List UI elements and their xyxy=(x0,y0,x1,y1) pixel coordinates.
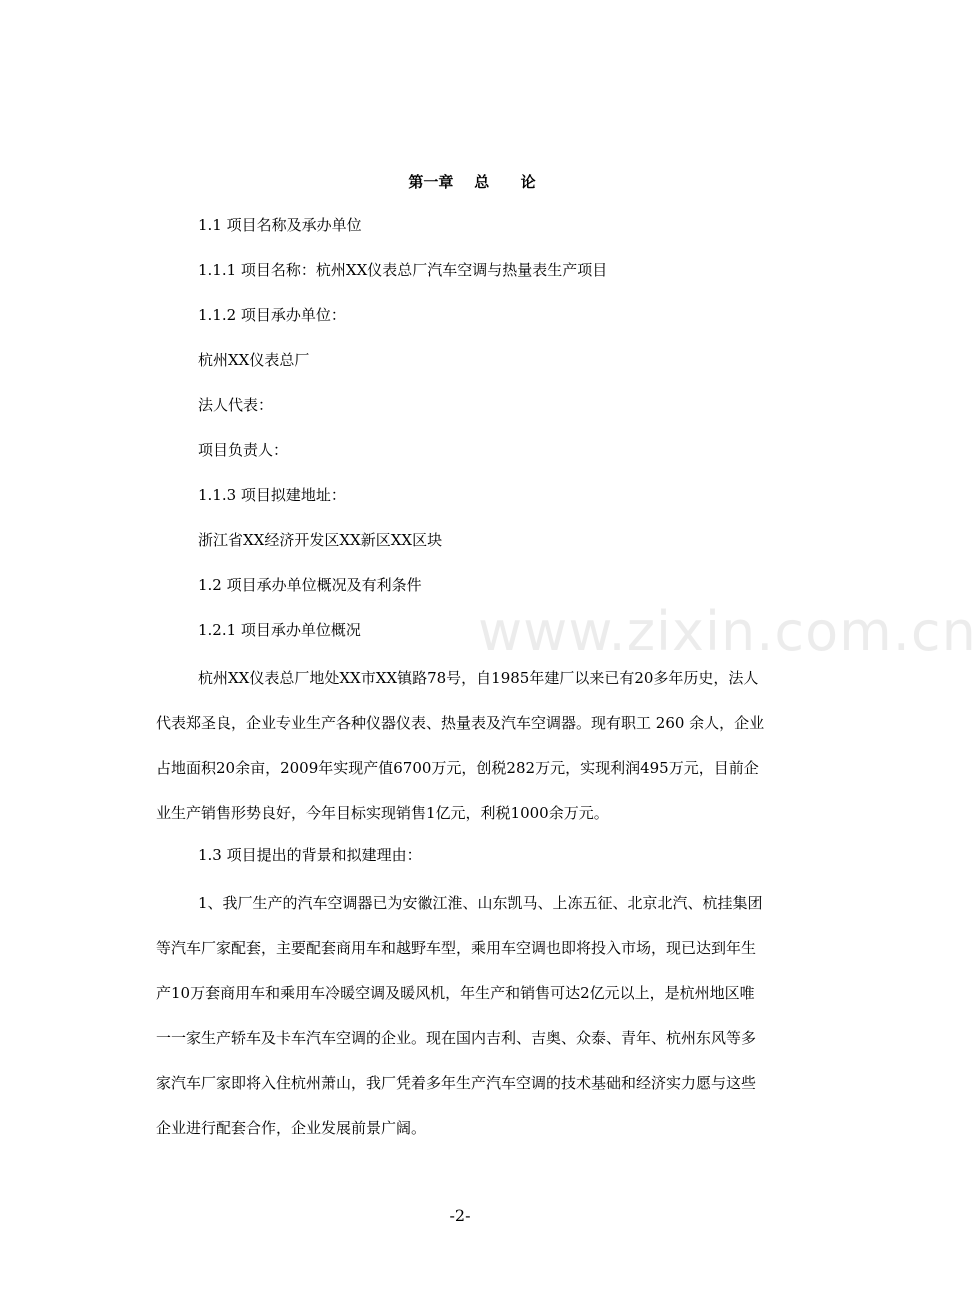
paragraph-continuation xyxy=(156,701,812,836)
project-name-line: 1.1.1 项目名称：杭州XX仪表总厂汽车空调与热量表生产项目 xyxy=(198,261,608,279)
legal-representative-line: 法人代表： xyxy=(198,396,274,414)
undertaking-unit-value: 杭州XX仪表总厂 xyxy=(198,351,310,369)
section-1-2-1-heading: 1.2.1 项目承办单位概况 xyxy=(198,621,361,639)
section-1-2-heading: 1.2 项目承办单位概况及有利条件 xyxy=(198,576,422,594)
project-site-value: 浙江省XX经济开发区XX新区XX区块 xyxy=(198,531,443,549)
watermark: www.zixin.com.cn xyxy=(478,600,977,663)
paragraph-continuation xyxy=(156,926,812,1151)
paragraph-line: 一一家生产轿车及卡车汽车空调的企业。现在国内吉利、吉奥、众泰、青年、杭州东风等多 xyxy=(156,1029,757,1047)
paragraph-line: 占地面积20余亩，2009年实现产值6700万元，创税282万元，实现利润495万元，目前企 xyxy=(156,759,759,777)
paragraph-line: 企业进行配套合作，企业发展前景广阔。 xyxy=(156,1119,427,1137)
undertaking-unit-label: 1.1.2 项目承办单位： xyxy=(198,306,346,324)
section-1-3-heading: 1.3 项目提出的背景和拟建理由： xyxy=(198,846,422,864)
paragraph-line: 产10万套商用车和乘用车冷暖空调及暖风机，年生产和销售可达2亿元以上，是杭州地区唯 xyxy=(156,984,755,1002)
paragraph-line: 等汽车厂家配套，主要配套商用车和越野车型，乘用车空调也即将投入市场，现已达到年生 xyxy=(156,939,757,957)
project-leader-line: 项目负责人： xyxy=(198,441,289,459)
paragraph-line: 1、我厂生产的汽车空调器已为安徽江淮、山东凯马、上冻五征、北京北汽、杭挂集团 xyxy=(198,894,763,912)
page-number: -2- xyxy=(449,1206,471,1225)
paragraph-line: 业生产销售形势良好，今年目标实现销售1亿元，利税1000余万元。 xyxy=(156,804,609,822)
paragraph-line: 代表郑圣良，企业专业生产各种仪器仪表、热量表及汽车空调器。现有职工 260 余人，企业 xyxy=(156,714,765,732)
section-1-1-heading: 1.1 项目名称及承办单位 xyxy=(198,216,362,234)
paragraph-line: 家汽车厂家即将入住杭州萧山，我厂凭着多年生产汽车空调的技术基础和经济实力愿与这些 xyxy=(156,1074,757,1092)
chapter-title: 第一章 总 论 xyxy=(408,173,536,191)
company-overview-paragraph xyxy=(156,656,812,836)
paragraph-line: 杭州XX仪表总厂地处XX市XX镇路78号，自1985年建厂以来已有20多年历史，法人 xyxy=(198,669,759,687)
background-paragraph xyxy=(156,881,812,1151)
project-site-label: 1.1.3 项目拟建地址： xyxy=(198,486,346,504)
